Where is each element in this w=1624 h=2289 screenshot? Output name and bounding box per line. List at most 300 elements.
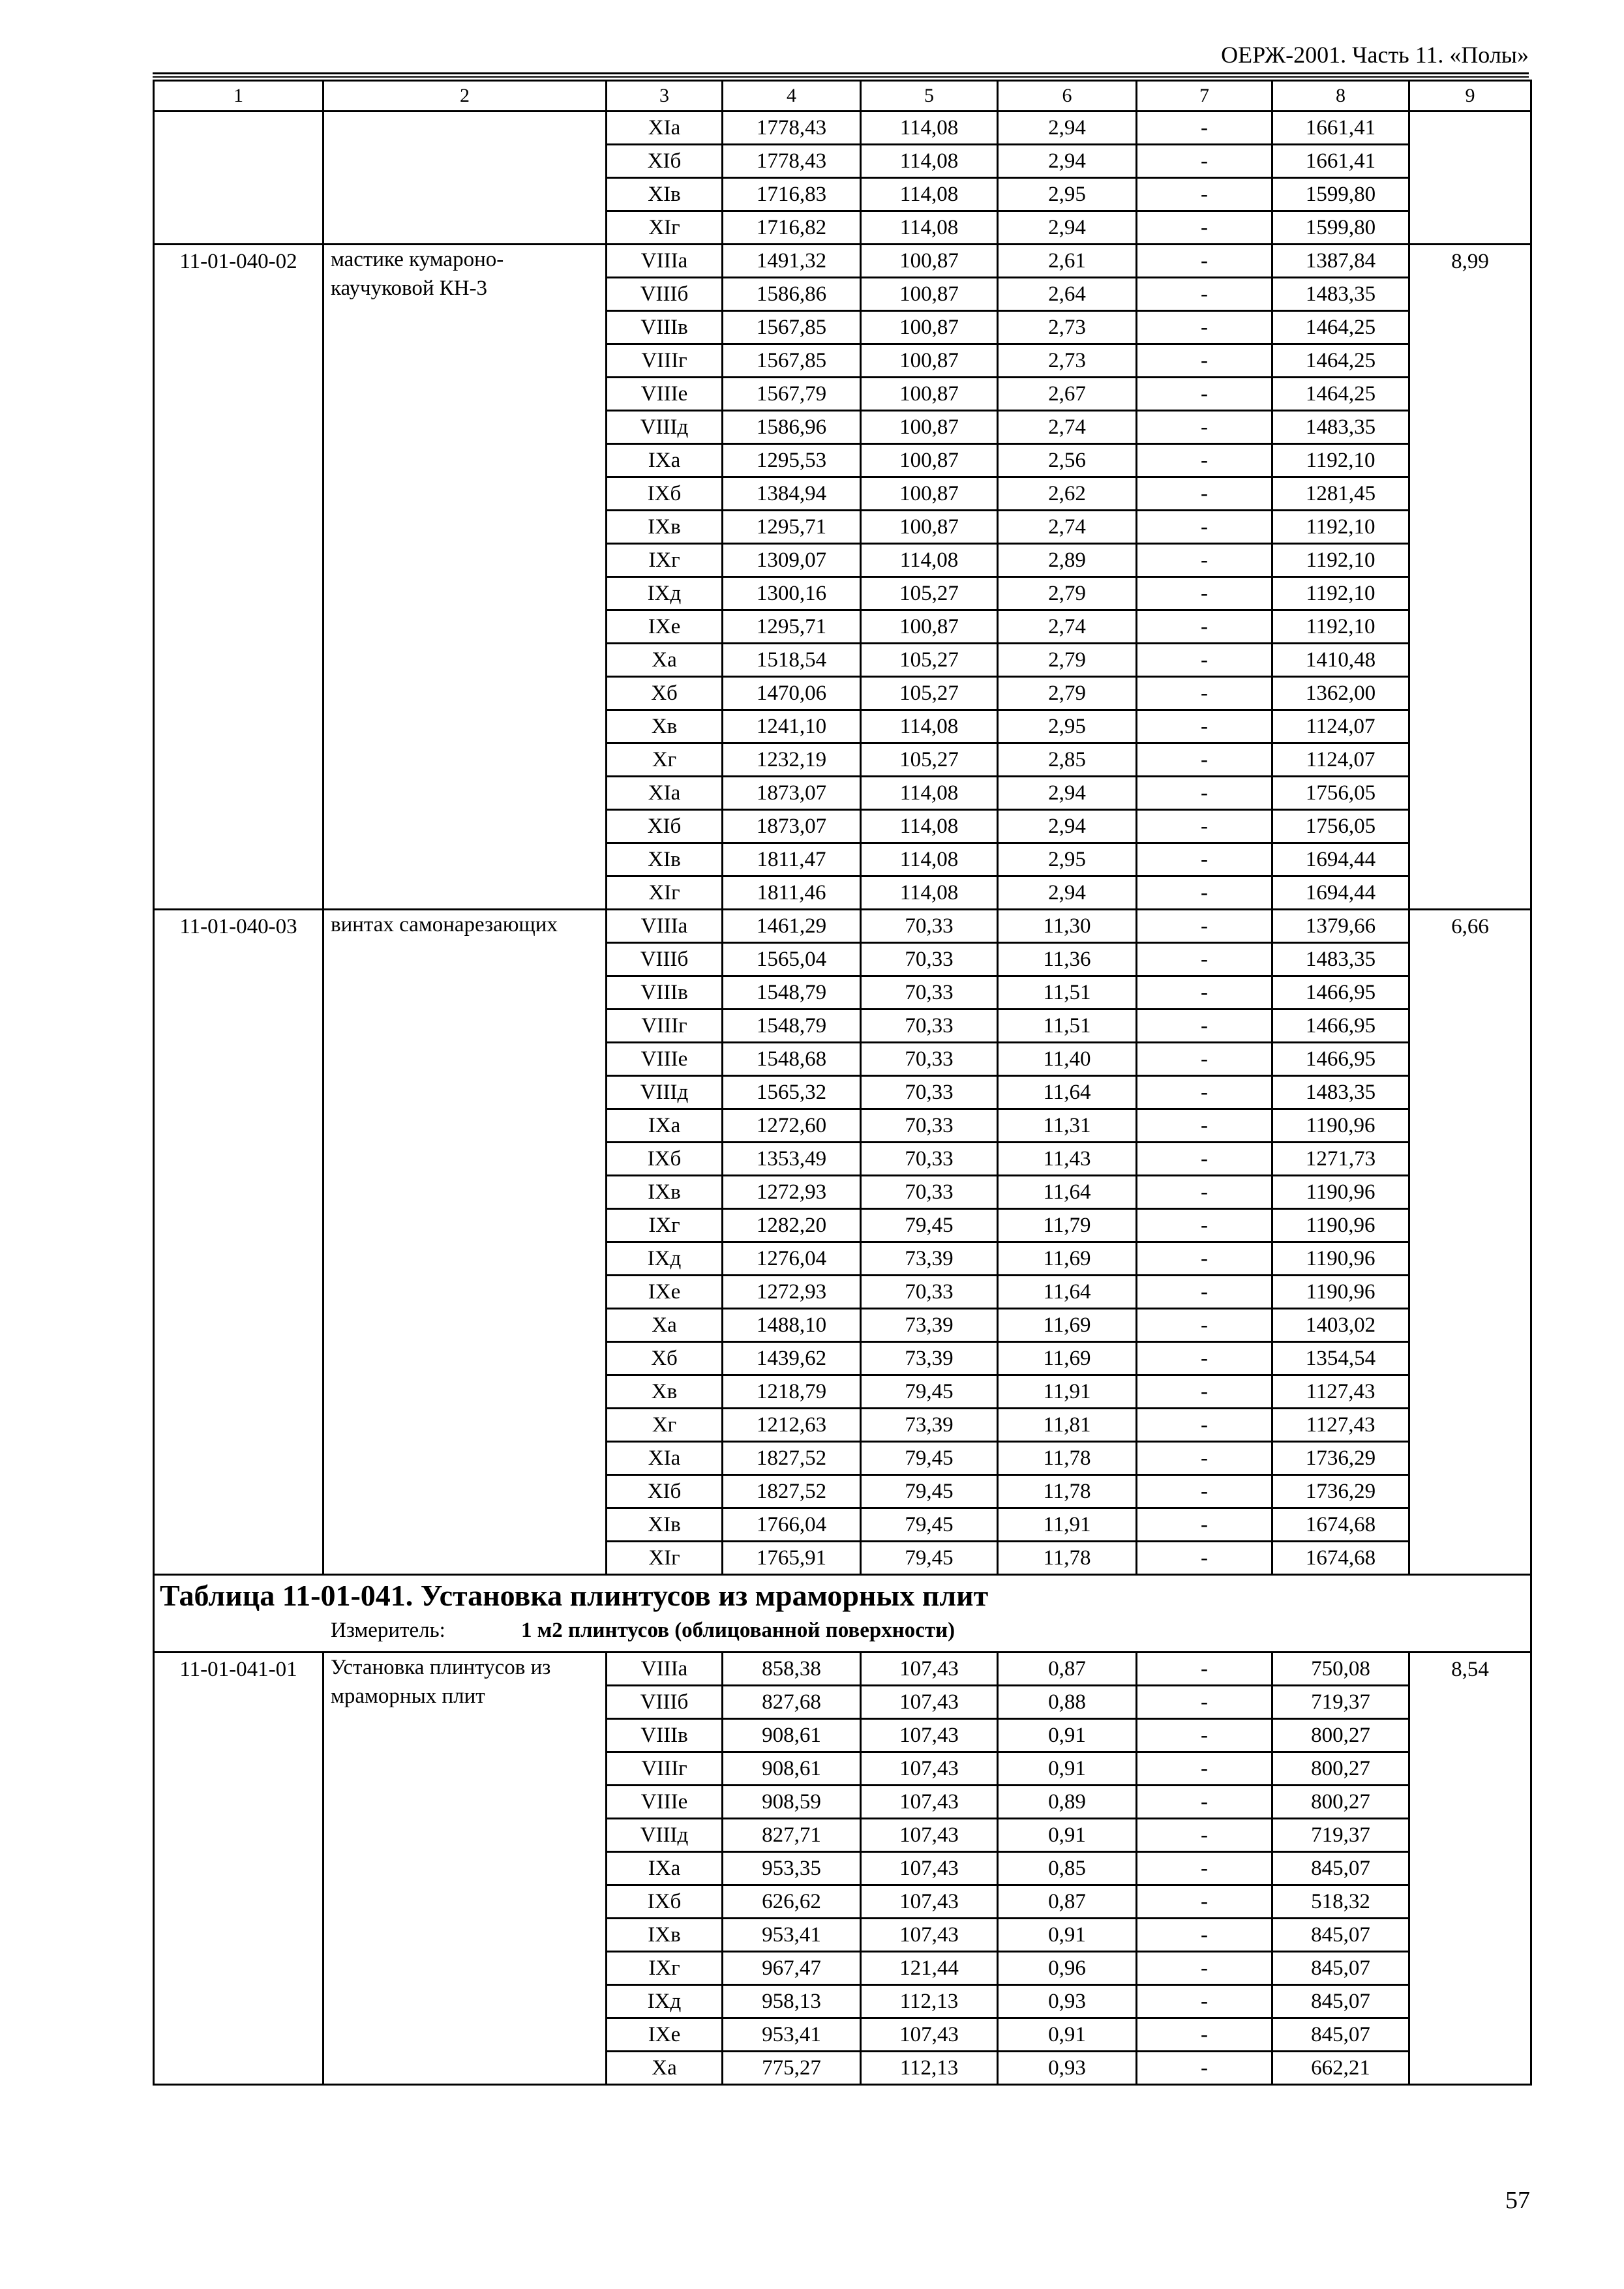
machine-operation: 11,43: [998, 1143, 1137, 1176]
region-zone: Xб: [607, 1342, 723, 1375]
materials-cost: 1483,35: [1272, 278, 1409, 311]
region-zone: XIa: [607, 1442, 723, 1475]
direct-costs: 1272,93: [723, 1276, 861, 1309]
machine-operation: 2,95: [998, 710, 1137, 743]
direct-costs: 953,35: [723, 1852, 861, 1885]
machine-operation: 11,91: [998, 1508, 1137, 1542]
direct-costs: 1873,07: [723, 810, 861, 843]
materials-cost: 1661,41: [1272, 112, 1409, 145]
direct-costs: 1212,63: [723, 1409, 861, 1442]
region-zone: IXa: [607, 1852, 723, 1885]
direct-costs: 1567,79: [723, 378, 861, 411]
machine-operation: 0,87: [998, 1653, 1137, 1686]
region-zone: Xб: [607, 677, 723, 710]
materials-cost: 662,21: [1272, 2052, 1409, 2085]
region-zone: IXд: [607, 577, 723, 610]
column-number: 5: [861, 81, 998, 112]
machine-operation: 2,56: [998, 444, 1137, 477]
labor-wages: 112,13: [861, 1985, 998, 2018]
materials-cost: 1192,10: [1272, 444, 1409, 477]
machine-operation: 2,94: [998, 145, 1137, 178]
machine-operation: 2,61: [998, 245, 1137, 278]
direct-costs: 1461,29: [723, 910, 861, 943]
materials-cost: 1466,95: [1272, 1043, 1409, 1076]
materials-cost: 1192,10: [1272, 610, 1409, 644]
materials-cost: 1674,68: [1272, 1542, 1409, 1575]
direct-costs: 1218,79: [723, 1375, 861, 1409]
materials-cost: 800,27: [1272, 1752, 1409, 1786]
labor-wages: 100,87: [861, 344, 998, 378]
machine-operation: 2,79: [998, 577, 1137, 610]
labor-wages: 73,39: [861, 1309, 998, 1342]
labor-wages: 100,87: [861, 311, 998, 344]
direct-costs: 1778,43: [723, 112, 861, 145]
machine-operation: 2,73: [998, 311, 1137, 344]
region-zone: VIIIб: [607, 943, 723, 976]
direct-costs: 1353,49: [723, 1143, 861, 1176]
region-zone: VIIIб: [607, 1686, 723, 1719]
region-zone: Xг: [607, 743, 723, 777]
driver-wages: -: [1137, 876, 1272, 910]
driver-wages: -: [1137, 843, 1272, 876]
driver-wages: -: [1137, 710, 1272, 743]
direct-costs: 1811,47: [723, 843, 861, 876]
materials-cost: 1403,02: [1272, 1309, 1409, 1342]
direct-costs: 967,47: [723, 1952, 861, 1985]
machine-operation: 11,69: [998, 1242, 1137, 1276]
direct-costs: 1567,85: [723, 344, 861, 378]
direct-costs: 1272,93: [723, 1176, 861, 1209]
labor-wages: 100,87: [861, 278, 998, 311]
materials-cost: 1694,44: [1272, 876, 1409, 910]
machine-operation: 0,91: [998, 1919, 1137, 1952]
materials-cost: 719,37: [1272, 1819, 1409, 1852]
region-zone: XIг: [607, 1542, 723, 1575]
direct-costs: 1241,10: [723, 710, 861, 743]
materials-cost: 1190,96: [1272, 1276, 1409, 1309]
rate-code: [154, 112, 323, 245]
region-zone: VIIIе: [607, 1043, 723, 1076]
direct-costs: 775,27: [723, 2052, 861, 2085]
machine-operation: 11,69: [998, 1342, 1137, 1375]
driver-wages: -: [1137, 1242, 1272, 1276]
labor-wages: 70,33: [861, 1276, 998, 1309]
direct-costs: 1586,96: [723, 411, 861, 444]
labor-wages: 79,45: [861, 1442, 998, 1475]
rate-code: 11-01-040-03: [154, 910, 323, 1575]
materials-cost: 1354,54: [1272, 1342, 1409, 1375]
labor-wages: 114,08: [861, 876, 998, 910]
region-zone: IXг: [607, 1209, 723, 1242]
region-zone: VIIIе: [607, 1786, 723, 1819]
materials-cost: 518,32: [1272, 1885, 1409, 1919]
column-number: 8: [1272, 81, 1409, 112]
materials-cost: 845,07: [1272, 1852, 1409, 1885]
labor-wages: 105,27: [861, 743, 998, 777]
machine-operation: 0,93: [998, 1985, 1137, 2018]
machine-operation: 2,94: [998, 211, 1137, 245]
labor-wages: 100,87: [861, 411, 998, 444]
labor-wages: 70,33: [861, 1010, 998, 1043]
labor-wages: 100,87: [861, 477, 998, 511]
region-zone: VIIIв: [607, 976, 723, 1010]
machine-operation: 2,74: [998, 511, 1137, 544]
materials-cost: 1124,07: [1272, 743, 1409, 777]
direct-costs: 1778,43: [723, 145, 861, 178]
labor-wages: 105,27: [861, 644, 998, 677]
direct-costs: 1586,86: [723, 278, 861, 311]
region-zone: IXб: [607, 477, 723, 511]
region-zone: XIб: [607, 810, 723, 843]
direct-costs: 1488,10: [723, 1309, 861, 1342]
region-zone: VIIIб: [607, 278, 723, 311]
driver-wages: -: [1137, 411, 1272, 444]
driver-wages: -: [1137, 145, 1272, 178]
driver-wages: -: [1137, 1076, 1272, 1109]
driver-wages: -: [1137, 1686, 1272, 1719]
machine-operation: 11,64: [998, 1276, 1137, 1309]
region-zone: IXе: [607, 2018, 723, 2052]
region-zone: XIв: [607, 843, 723, 876]
machine-operation: 0,93: [998, 2052, 1137, 2085]
materials-cost: 719,37: [1272, 1686, 1409, 1719]
driver-wages: -: [1137, 511, 1272, 544]
driver-wages: -: [1137, 1752, 1272, 1786]
driver-wages: -: [1137, 1342, 1272, 1375]
driver-wages: -: [1137, 910, 1272, 943]
labor-wages: 70,33: [861, 1076, 998, 1109]
driver-wages: -: [1137, 211, 1272, 245]
labor-wages: 107,43: [861, 1786, 998, 1819]
materials-cost: 1190,96: [1272, 1242, 1409, 1276]
region-zone: XIa: [607, 777, 723, 810]
labor-wages: 73,39: [861, 1242, 998, 1276]
materials-cost: 1410,48: [1272, 644, 1409, 677]
labor-hours: 6,66: [1409, 910, 1531, 1575]
direct-costs: 953,41: [723, 2018, 861, 2052]
direct-costs: 958,13: [723, 1985, 861, 2018]
region-zone: VIIIв: [607, 311, 723, 344]
driver-wages: -: [1137, 1786, 1272, 1819]
labor-wages: 107,43: [861, 1752, 998, 1786]
measure-label: Измеритель:: [331, 1619, 445, 1642]
driver-wages: -: [1137, 444, 1272, 477]
driver-wages: -: [1137, 2018, 1272, 2052]
region-zone: IXд: [607, 1985, 723, 2018]
machine-operation: 2,73: [998, 344, 1137, 378]
machine-operation: 11,31: [998, 1109, 1137, 1143]
region-zone: IXд: [607, 1242, 723, 1276]
materials-cost: 1661,41: [1272, 145, 1409, 178]
machine-operation: 0,88: [998, 1686, 1137, 1719]
machine-operation: 2,89: [998, 544, 1137, 577]
labor-wages: 100,87: [861, 245, 998, 278]
labor-wages: 70,33: [861, 910, 998, 943]
direct-costs: 858,38: [723, 1653, 861, 1686]
labor-wages: 79,45: [861, 1508, 998, 1542]
driver-wages: -: [1137, 1309, 1272, 1342]
labor-wages: 70,33: [861, 1043, 998, 1076]
region-zone: IXв: [607, 511, 723, 544]
region-zone: XIв: [607, 1508, 723, 1542]
labor-wages: 79,45: [861, 1475, 998, 1508]
labor-hours: 8,54: [1409, 1653, 1531, 2085]
region-zone: VIIIв: [607, 1719, 723, 1752]
materials-cost: 1281,45: [1272, 477, 1409, 511]
machine-operation: 2,74: [998, 411, 1137, 444]
labor-wages: 107,43: [861, 1919, 998, 1952]
machine-operation: 11,91: [998, 1375, 1137, 1409]
machine-operation: 2,94: [998, 777, 1137, 810]
materials-cost: 845,07: [1272, 1952, 1409, 1985]
work-name: [323, 112, 607, 245]
materials-cost: 1464,25: [1272, 344, 1409, 378]
region-zone: Xг: [607, 1409, 723, 1442]
region-zone: Xa: [607, 1309, 723, 1342]
direct-costs: 1276,04: [723, 1242, 861, 1276]
direct-costs: 1309,07: [723, 544, 861, 577]
driver-wages: -: [1137, 344, 1272, 378]
region-zone: VIIIa: [607, 910, 723, 943]
machine-operation: 2,64: [998, 278, 1137, 311]
table-row: [154, 245, 1531, 278]
region-zone: XIб: [607, 145, 723, 178]
region-zone: VIIIд: [607, 411, 723, 444]
table-title-row: [154, 1575, 1531, 1653]
machine-operation: 0,91: [998, 2018, 1137, 2052]
labor-wages: 100,87: [861, 511, 998, 544]
direct-costs: 1548,79: [723, 1010, 861, 1043]
direct-costs: 908,61: [723, 1719, 861, 1752]
direct-costs: 1565,32: [723, 1076, 861, 1109]
machine-operation: 11,69: [998, 1309, 1137, 1342]
driver-wages: -: [1137, 245, 1272, 278]
materials-cost: 845,07: [1272, 1985, 1409, 2018]
driver-wages: -: [1137, 1508, 1272, 1542]
direct-costs: 1548,79: [723, 976, 861, 1010]
region-zone: XIa: [607, 112, 723, 145]
region-zone: XIг: [607, 876, 723, 910]
driver-wages: -: [1137, 644, 1272, 677]
direct-costs: 1295,71: [723, 511, 861, 544]
direct-costs: 908,61: [723, 1752, 861, 1786]
labor-wages: 107,43: [861, 1852, 998, 1885]
machine-operation: 2,85: [998, 743, 1137, 777]
region-zone: IXa: [607, 444, 723, 477]
direct-costs: 1282,20: [723, 1209, 861, 1242]
materials-cost: 1362,00: [1272, 677, 1409, 710]
driver-wages: -: [1137, 1375, 1272, 1409]
work-name: мастике кумароно-каучуковой КН-3: [323, 245, 607, 910]
driver-wages: -: [1137, 278, 1272, 311]
materials-cost: 1736,29: [1272, 1475, 1409, 1508]
labor-wages: 105,27: [861, 677, 998, 710]
labor-wages: 107,43: [861, 2018, 998, 2052]
driver-wages: -: [1137, 311, 1272, 344]
measure-value: 1 м2 плинтусов (облицованной поверхности): [521, 1619, 955, 1642]
header-rule-thick: [153, 72, 1529, 74]
column-number: 7: [1137, 81, 1272, 112]
table-title: Таблица 11-01-041. Установка плинтусов из мраморных плит: [160, 1579, 989, 1612]
labor-hours: [1409, 112, 1531, 245]
machine-operation: 2,74: [998, 610, 1137, 644]
table-row: [154, 1653, 1531, 1686]
driver-wages: -: [1137, 1109, 1272, 1143]
table-row: [154, 910, 1531, 943]
machine-operation: 11,51: [998, 1010, 1137, 1043]
materials-cost: 1466,95: [1272, 976, 1409, 1010]
labor-wages: 114,08: [861, 810, 998, 843]
labor-hours: 8,99: [1409, 245, 1531, 910]
materials-cost: 1674,68: [1272, 1508, 1409, 1542]
machine-operation: 11,64: [998, 1076, 1137, 1109]
direct-costs: 827,71: [723, 1819, 861, 1852]
labor-wages: 112,13: [861, 2052, 998, 2085]
table-row: [154, 112, 1531, 145]
column-number: 2: [323, 81, 607, 112]
page-header: ОЕРЖ-2001. Часть 11. «Полы»: [1221, 42, 1529, 68]
materials-cost: 1190,96: [1272, 1209, 1409, 1242]
driver-wages: -: [1137, 178, 1272, 211]
rates-table: [153, 80, 1532, 2086]
driver-wages: -: [1137, 943, 1272, 976]
driver-wages: -: [1137, 1919, 1272, 1952]
machine-operation: 11,78: [998, 1475, 1137, 1508]
driver-wages: -: [1137, 976, 1272, 1010]
machine-operation: 11,79: [998, 1209, 1137, 1242]
machine-operation: 2,94: [998, 876, 1137, 910]
labor-wages: 114,08: [861, 112, 998, 145]
region-zone: IXе: [607, 610, 723, 644]
labor-wages: 107,43: [861, 1885, 998, 1919]
column-numbers-row: [154, 81, 1531, 112]
table-title-cell: [154, 1575, 1531, 1653]
column-number: 9: [1409, 81, 1531, 112]
labor-wages: 121,44: [861, 1952, 998, 1985]
materials-cost: 1756,05: [1272, 810, 1409, 843]
labor-wages: 107,43: [861, 1719, 998, 1752]
driver-wages: -: [1137, 378, 1272, 411]
labor-wages: 79,45: [861, 1209, 998, 1242]
machine-operation: 11,78: [998, 1442, 1137, 1475]
region-zone: IXг: [607, 1952, 723, 1985]
machine-operation: 11,64: [998, 1176, 1137, 1209]
driver-wages: -: [1137, 1719, 1272, 1752]
machine-operation: 2,95: [998, 178, 1137, 211]
driver-wages: -: [1137, 1885, 1272, 1919]
page-number: 57: [1505, 2187, 1530, 2214]
materials-cost: 1756,05: [1272, 777, 1409, 810]
region-zone: IXе: [607, 1276, 723, 1309]
materials-cost: 1190,96: [1272, 1176, 1409, 1209]
direct-costs: 1295,71: [723, 610, 861, 644]
driver-wages: -: [1137, 1653, 1272, 1686]
direct-costs: 1567,85: [723, 311, 861, 344]
region-zone: Xa: [607, 644, 723, 677]
materials-cost: 1483,35: [1272, 1076, 1409, 1109]
materials-cost: 1190,96: [1272, 1109, 1409, 1143]
direct-costs: 953,41: [723, 1919, 861, 1952]
labor-wages: 79,45: [861, 1542, 998, 1575]
driver-wages: -: [1137, 1143, 1272, 1176]
labor-wages: 70,33: [861, 1143, 998, 1176]
direct-costs: 1518,54: [723, 644, 861, 677]
direct-costs: 1765,91: [723, 1542, 861, 1575]
labor-wages: 107,43: [861, 1819, 998, 1852]
direct-costs: 1873,07: [723, 777, 861, 810]
machine-operation: 11,78: [998, 1542, 1137, 1575]
region-zone: XIв: [607, 178, 723, 211]
work-name: винтах самонарезающих: [323, 910, 607, 1575]
labor-wages: 114,08: [861, 211, 998, 245]
labor-wages: 107,43: [861, 1686, 998, 1719]
materials-cost: 1127,43: [1272, 1375, 1409, 1409]
labor-wages: 100,87: [861, 610, 998, 644]
driver-wages: -: [1137, 1819, 1272, 1852]
machine-operation: 11,30: [998, 910, 1137, 943]
direct-costs: 827,68: [723, 1686, 861, 1719]
labor-wages: 79,45: [861, 1375, 998, 1409]
driver-wages: -: [1137, 577, 1272, 610]
driver-wages: -: [1137, 1043, 1272, 1076]
materials-cost: 1192,10: [1272, 577, 1409, 610]
materials-cost: 1387,84: [1272, 245, 1409, 278]
region-zone: XIг: [607, 211, 723, 245]
direct-costs: 626,62: [723, 1885, 861, 1919]
materials-cost: 1599,80: [1272, 178, 1409, 211]
direct-costs: 1548,68: [723, 1043, 861, 1076]
labor-wages: 114,08: [861, 710, 998, 743]
labor-wages: 114,08: [861, 178, 998, 211]
machine-operation: 11,51: [998, 976, 1137, 1010]
labor-wages: 73,39: [861, 1342, 998, 1375]
region-zone: IXб: [607, 1143, 723, 1176]
materials-cost: 1192,10: [1272, 544, 1409, 577]
materials-cost: 1466,95: [1272, 1010, 1409, 1043]
labor-wages: 70,33: [861, 1176, 998, 1209]
header-rule-thin: [153, 76, 1529, 78]
driver-wages: -: [1137, 112, 1272, 145]
driver-wages: -: [1137, 1010, 1272, 1043]
rate-code: 11-01-041-01: [154, 1653, 323, 2085]
region-zone: IXб: [607, 1885, 723, 1919]
direct-costs: 1300,16: [723, 577, 861, 610]
labor-wages: 100,87: [861, 378, 998, 411]
labor-wages: 114,08: [861, 544, 998, 577]
direct-costs: 1766,04: [723, 1508, 861, 1542]
driver-wages: -: [1137, 1985, 1272, 2018]
driver-wages: -: [1137, 1409, 1272, 1442]
labor-wages: 100,87: [861, 444, 998, 477]
driver-wages: -: [1137, 477, 1272, 511]
region-zone: VIIIг: [607, 1752, 723, 1786]
region-zone: Xв: [607, 1375, 723, 1409]
work-name: Установка плинтусов из мраморных плит: [323, 1653, 607, 2085]
machine-operation: 2,79: [998, 644, 1137, 677]
direct-costs: 908,59: [723, 1786, 861, 1819]
labor-wages: 70,33: [861, 943, 998, 976]
machine-operation: 0,91: [998, 1719, 1137, 1752]
region-zone: IXв: [607, 1176, 723, 1209]
region-zone: IXг: [607, 544, 723, 577]
driver-wages: -: [1137, 1475, 1272, 1508]
driver-wages: -: [1137, 1176, 1272, 1209]
region-zone: VIIIг: [607, 344, 723, 378]
materials-cost: 800,27: [1272, 1786, 1409, 1819]
region-zone: VIIIa: [607, 1653, 723, 1686]
column-number: 4: [723, 81, 861, 112]
region-zone: IXв: [607, 1919, 723, 1952]
